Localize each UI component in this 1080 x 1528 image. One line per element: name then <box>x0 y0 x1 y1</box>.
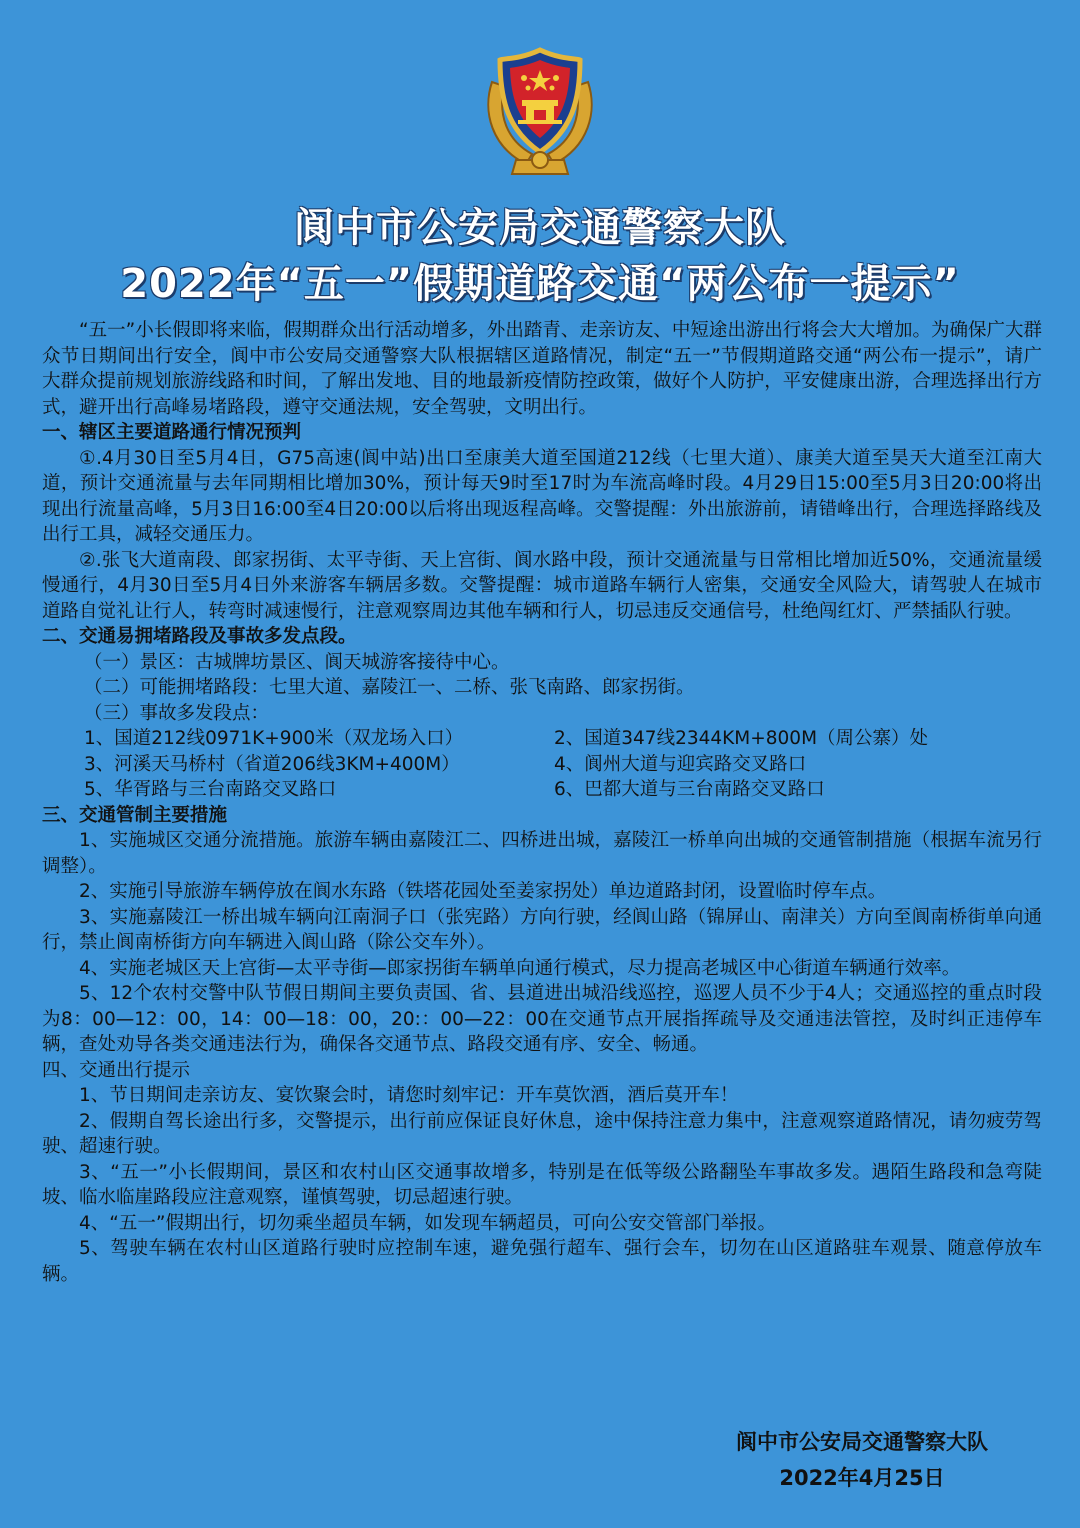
page-title-line1: 阆中市公安局交通警察大队 <box>294 205 786 251</box>
accident-points-row <box>42 777 1042 803</box>
section3-heading: 三、交通管制主要措施 <box>42 804 228 826</box>
accident-point: 1、国道212线0971K+900米（双龙场入口） <box>84 728 464 749</box>
accident-points-row <box>42 752 1042 778</box>
section3-item: 2、实施引导旅游车辆停放在阆水东路（铁塔花园处至姜家拐处）单边道路封闭，设置临时停车点。 <box>79 881 887 902</box>
intro-paragraph: “五一”小长假即将来临，假期群众出行活动增多，外出踏青、走亲访友、中短途出游出行将会大大增加。为确保广大群众节日期间出行安全，阆中市公安局交通警察大队根据辖区道路情况，制定“五一”节假期道路交通“两公布一提示”，请广大群众提前规划旅游线路和时间，了解出发地、目的地最新疫情防控政策，做好个人防护，平安健康出游，合理选择出行方式，避开出行高峰易堵路段，遵守交通法规，安全驾驶，文明出行。 <box>42 320 1042 418</box>
section2-heading: 二、交通易拥堵路段及事故多发点段。 <box>42 626 357 647</box>
accident-point: 6、巴都大道与三台南路交叉路口 <box>554 779 825 800</box>
accident-points-row <box>42 726 1042 752</box>
accident-point: 2、国道347线2344KM+800M（周公寨）处 <box>554 728 929 749</box>
signature-org: 阆中市公安局交通警察大队 <box>736 1430 988 1454</box>
signature-block <box>736 1424 988 1496</box>
section4-item: 4、“五一”假期出行，切勿乘坐超员车辆，如发现车辆超员，可向公安交管部门举报。 <box>79 1212 776 1234</box>
signature-date: 2022年4月25日 <box>779 1466 945 1490</box>
accident-point: 5、华胥路与三台南路交叉路口 <box>84 779 337 800</box>
page-title-line2: 2022年“五一”假期道路交通“两公布一提示” <box>120 261 960 307</box>
section1-item: ①.4月30日至5月4日，G75高速(阆中站)出口至康美大道至国道212线（七里大道）、康美大道至昊天大道至江南大道，预计交通流量与去年同期相比增加30%，预计每天9时至17时为车流高峰时段。4月29日15:00至5月3日20:00将出现出行流量高峰，5月3日16:00至4日20:00以后将出现返程高峰。交警提醒：外出旅游前，请错峰出行，合理选择路线及出行工具，减轻交通压力。 <box>42 447 1042 545</box>
section3-item: 3、实施嘉陵江一桥出城车辆向江南洞子口（张宪路）方向行驶，经阆山路（锦屏山、南津关）方向至阆南桥街单向通行，禁止阆南桥街方向车辆进入阆山路（除公交车外）。 <box>42 906 1042 953</box>
accident-point: 3、河溪天马桥村（省道206线3KM+400M） <box>84 753 460 775</box>
section4-item: 5、驾驶车辆在农村山区道路行驶时应控制车速，避免强行超车、强行会车，切勿在山区道路驻车观景、随意停放车辆。 <box>42 1238 1042 1285</box>
section3-item: 1、实施城区交通分流措施。旅游车辆由嘉陵江二、四桥进出城，嘉陵江一桥单向出城的交通管制措施（根据车流另行调整）。 <box>42 830 1042 877</box>
accident-point: 4、阆州大道与迎宾路交叉路口 <box>554 753 807 775</box>
section2-sub1: （一）景区：古城牌坊景区、阆天城游客接待中心。 <box>84 651 510 673</box>
notice-body <box>42 318 1042 1287</box>
police-emblem-icon <box>478 42 602 182</box>
section4-item: 3、“五一”小长假期间，景区和农村山区交通事故增多，特别是在低等级公路翻坠车事故多发。遇陌生路段和急弯陡坡、临水临崖路段应注意观察，谨慎驾驶，切忌超速行驶。 <box>42 1161 1042 1208</box>
section2-sub2: （二）可能拥堵路段：七里大道、嘉陵江一、二桥、张飞南路、郎家拐街。 <box>84 677 695 698</box>
section1-item: ②.张飞大道南段、郎家拐街、太平寺街、天上宫街、阆水路中段，预计交通流量与日常相比增加近50%，交通流量缓慢通行，4月30日至5月4日外来游客车辆居多数。交警提醒：城市道路车辆行人密集，交通安全风险大，请驾驶人在城市道路自觉礼让行人，转弯时减速慢行，注意观察周边其他车辆和行人，切忌违反交通信号，杜绝闯红灯、严禁插队行驶。 <box>42 549 1042 622</box>
section4-item: 2、假期自驾长途出行多，交警提示，出行前应保证良好休息，途中保持注意力集中，注意观察道路情况，请勿疲劳驾驶、超速行驶。 <box>42 1110 1042 1157</box>
section1-heading: 一、辖区主要道路通行情况预判 <box>42 422 302 443</box>
section4-item: 1、节日期间走亲访友、宴饮聚会时，请您时刻牢记：开车莫饮酒，酒后莫开车！ <box>79 1085 739 1106</box>
section2-sub3: （三）事故多发段点： <box>84 702 270 724</box>
section4-heading: 四、交通出行提示 <box>42 1059 191 1081</box>
section3-item: 4、实施老城区天上宫街—太平寺街—郎家拐街车辆单向通行模式，尽力提高老城区中心街道车辆通行效率。 <box>79 957 961 979</box>
section3-item: 5、12个农村交警中队节假日期间主要负责国、省、县道进出城沿线巡控，巡逻人员不少于4人；交通巡控的重点时段为8：00—12：00，14：00—18：00，20:：00—22：00在交通节点开展指挥疏导及交通违法管控，及时纠正违停车辆，查处劝导各类交通违法行为，确保各交通节点、路段交通有序、安全、畅通。 <box>42 983 1042 1055</box>
